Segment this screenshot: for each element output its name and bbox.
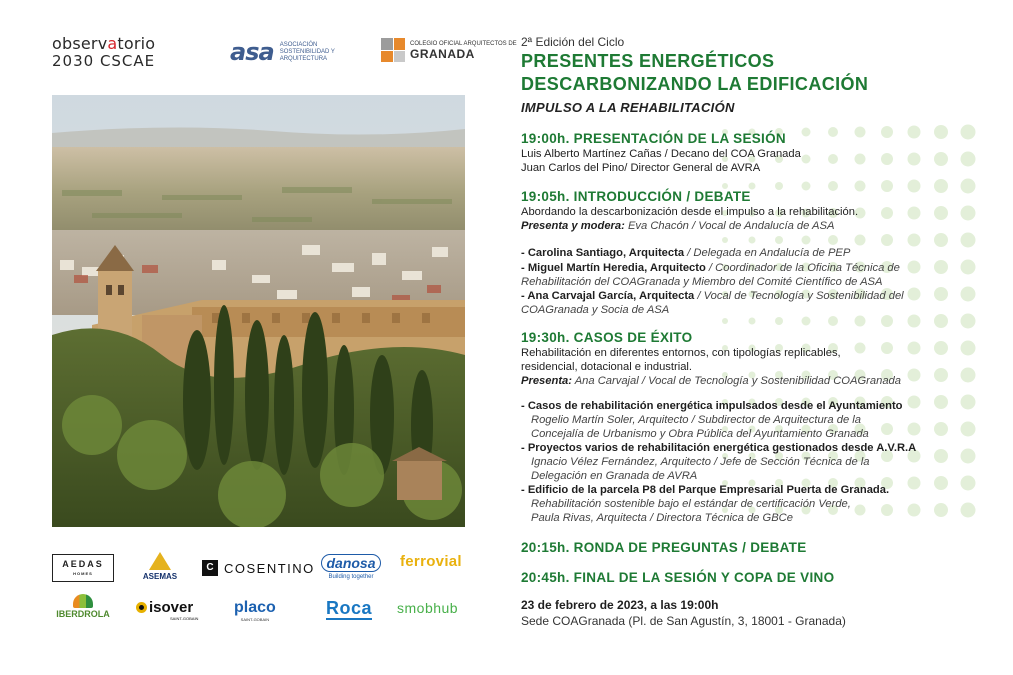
section-closing-heading: 20:45h. FINAL DE LA SESIÓN Y COPA DE VINO <box>521 570 835 585</box>
decorative-dot <box>961 179 976 194</box>
presentation-speaker-1: Luis Alberto Martínez Cañas / Decano del COA Granada <box>521 148 801 160</box>
decorative-dot <box>749 318 756 325</box>
section-questions-heading: 20:15h. RONDA DE PREGUNTAS / DEBATE <box>521 540 807 555</box>
decorative-dot <box>934 179 948 193</box>
decorative-dot <box>802 236 811 245</box>
event-venue: Sede COAGranada (Pl. de San Agustín, 3, 18001 - Granada) <box>521 614 846 628</box>
decorative-dot <box>934 422 948 436</box>
case-1-title: - Casos de rehabilitación energética impulsados desde el Ayuntamiento <box>521 400 903 412</box>
section-intro-heading: 19:05h. INTRODUCCIÓN / DEBATE <box>521 189 751 204</box>
case-1-speaker: Rogelio Martín Soler, Arquitecto / Subdirector de Arquitectura de la <box>531 414 861 426</box>
decorative-dot <box>908 504 921 517</box>
decorative-dot <box>908 126 921 139</box>
decorative-dot <box>881 423 893 435</box>
decorative-dot <box>908 234 921 247</box>
success-description-1: Rehabilitación en diferentes entornos, con tipologías replicables, <box>521 347 841 359</box>
case-3-speaker: Paula Rivas, Arquitecta / Directora Técnica de GBCe <box>531 512 793 524</box>
event-date: 23 de febrero de 2023, a las 19:00h <box>521 598 719 612</box>
decorative-dot <box>961 125 976 140</box>
section-presentation-heading: 19:00h. PRESENTACIÓN DE LA SESIÓN <box>521 131 786 146</box>
decorative-dot <box>855 181 866 192</box>
iberdrola-leaf-icon <box>73 594 93 608</box>
asemas-triangle-icon <box>149 552 171 570</box>
decorative-dot <box>961 287 976 302</box>
decorative-dot <box>881 315 893 327</box>
decorative-dot <box>961 449 976 464</box>
decorative-dot <box>775 182 783 190</box>
coa-granada-logo: COLEGIO OFICIAL ARQUITECTOS DE GRANADA <box>381 38 517 62</box>
placo-logo: placo SAINT-GOBAIN <box>234 599 276 622</box>
decorative-dot <box>855 343 866 354</box>
success-presenter: Presenta: Ana Carvajal / Vocal de Tecnología y Sostenibilidad COAGranada <box>521 375 901 387</box>
decorative-dot <box>908 342 921 355</box>
asemas-logo: ASEMAS <box>142 552 178 581</box>
decorative-dot <box>961 368 976 383</box>
decorative-dot <box>908 423 921 436</box>
decorative-dot <box>934 287 948 301</box>
danosa-logo: danosa Building together <box>318 554 384 580</box>
isover-dot-icon <box>136 602 147 613</box>
case-2-title: - Proyectos varios de rehabilitación energética gestionados desde A.V.R.A <box>521 442 917 454</box>
observatorio-logo: observatorio 2030 CSCAE <box>52 34 156 70</box>
decorative-dot <box>908 288 921 301</box>
decorative-dot <box>908 261 921 274</box>
case-3-title: - Edificio de la parcela P8 del Parque Empresarial Puerta de Granada. <box>521 484 890 496</box>
intro-panelist-2: - Miguel Martín Heredia, Arquitecto / Coordinador de la Oficina Técnica de <box>521 262 900 274</box>
decorative-dot <box>961 233 976 248</box>
asa-logo: asa ASOCIACIÓN SOSTENIBILIDAD Y ARQUITECTURA <box>230 38 335 66</box>
decorative-dot <box>961 476 976 491</box>
decorative-dot <box>881 180 893 192</box>
decorative-dot <box>802 128 811 137</box>
decorative-dot <box>961 341 976 356</box>
alhambra-photo <box>52 95 465 527</box>
ferrovial-logo: ferrovial <box>400 553 462 570</box>
decorative-dot <box>934 503 948 517</box>
decorative-dot <box>881 153 893 165</box>
decorative-dot <box>908 477 921 490</box>
case-2-speaker-cont: Delegación en Granada de AVRA <box>531 470 698 482</box>
decorative-dot <box>855 127 866 138</box>
intro-panelist-2-cont: Rehabilitación del COAGranada y Miembro del Comité Científico de ASA <box>521 276 883 288</box>
edition-label: 2ª Edición del Ciclo <box>521 35 625 49</box>
intro-panelist-3-cont: COAGranada y Socia de ASA <box>521 304 670 316</box>
decorative-dot <box>908 315 921 328</box>
decorative-dot <box>855 154 866 165</box>
decorative-dot <box>934 449 948 463</box>
case-1-speaker-cont: Concejalía de Urbanismo y Obra Pública del Ayuntamiento Granada <box>531 428 869 440</box>
decorative-dot <box>855 235 866 246</box>
decorative-dot <box>934 314 948 328</box>
decorative-dot <box>828 127 838 137</box>
decorative-dot <box>828 181 838 191</box>
decorative-dot <box>961 422 976 437</box>
decorative-dot <box>908 207 921 220</box>
decorative-dot <box>855 316 866 327</box>
event-subtitle: IMPULSO A LA REHABILITACIÓN <box>521 100 735 115</box>
decorative-dot <box>775 317 783 325</box>
case-2-speaker: Ignacio Vélez Fernández, Arquitecto / Jefe de Sección Técnica de la <box>531 456 870 468</box>
decorative-dot <box>934 476 948 490</box>
decorative-dot <box>934 152 948 166</box>
decorative-dot <box>961 503 976 518</box>
decorative-dot <box>934 206 948 220</box>
aedas-logo: AEDAS HOMES <box>52 554 114 582</box>
decorative-dot <box>881 126 893 138</box>
event-title-line1: PRESENTES ENERGÉTICOS <box>521 51 775 71</box>
decorative-dot <box>961 260 976 275</box>
section-success-heading: 19:30h. CASOS DE ÉXITO <box>521 330 693 345</box>
decorative-dot <box>934 125 948 139</box>
presentation-speaker-2: Juan Carlos del Pino/ Director General de AVRA <box>521 162 761 174</box>
decorative-dot <box>934 368 948 382</box>
decorative-dot <box>908 180 921 193</box>
decorative-dot <box>881 504 893 516</box>
decorative-dot <box>749 237 756 244</box>
decorative-dot <box>828 154 838 164</box>
decorative-dot <box>722 237 728 243</box>
decorative-dots <box>715 122 995 532</box>
decorative-dot <box>802 155 811 164</box>
decorative-dot <box>881 207 893 219</box>
success-description-2: residencial, dotacional e industrial. <box>521 361 693 373</box>
coa-mark-icon <box>381 38 405 62</box>
intro-moderator: Presenta y modera: Eva Chacón / Vocal de Andalucía de ASA <box>521 220 835 232</box>
decorative-dot <box>908 396 921 409</box>
decorative-dot <box>961 314 976 329</box>
decorative-dot <box>828 316 838 326</box>
decorative-dot <box>722 318 728 324</box>
decorative-dot <box>775 236 783 244</box>
decorative-dot <box>961 152 976 167</box>
decorative-dot <box>855 505 866 516</box>
decorative-dot <box>934 395 948 409</box>
iberdrola-logo: IBERDROLA <box>52 594 114 619</box>
smobhub-logo: smobhub <box>397 600 459 616</box>
decorative-dot <box>908 369 921 382</box>
decorative-dot <box>828 235 838 245</box>
isover-logo: isover SAINT-GOBAIN <box>136 600 193 615</box>
decorative-dot <box>934 341 948 355</box>
cosentino-logo: C COSENTINO <box>202 560 315 576</box>
decorative-dot <box>961 206 976 221</box>
decorative-dot <box>881 234 893 246</box>
decorative-dot <box>802 317 811 326</box>
decorative-dot <box>961 395 976 410</box>
roca-logo: Roca <box>326 598 373 618</box>
intro-panelist-3: - Ana Carvajal García, Arquitecta / Vocal de Tecnología y Sostenibilidad del <box>521 290 904 302</box>
decorative-dot <box>881 342 893 354</box>
intro-description: Abordando la descarbonización desde el impulso a la rehabilitación. <box>521 206 859 218</box>
event-title-line2: DESCARBONIZANDO LA EDIFICACIÓN <box>521 74 869 94</box>
case-3-description: Rehabilitación sostenible bajo el estándar de certificación Verde, <box>531 498 851 510</box>
decorative-dot <box>908 153 921 166</box>
decorative-dot <box>934 260 948 274</box>
intro-panelist-1: - Carolina Santiago, Arquitecta / Delegada en Andalucía de PEP <box>521 247 851 259</box>
decorative-dot <box>802 182 811 191</box>
decorative-dot <box>934 233 948 247</box>
